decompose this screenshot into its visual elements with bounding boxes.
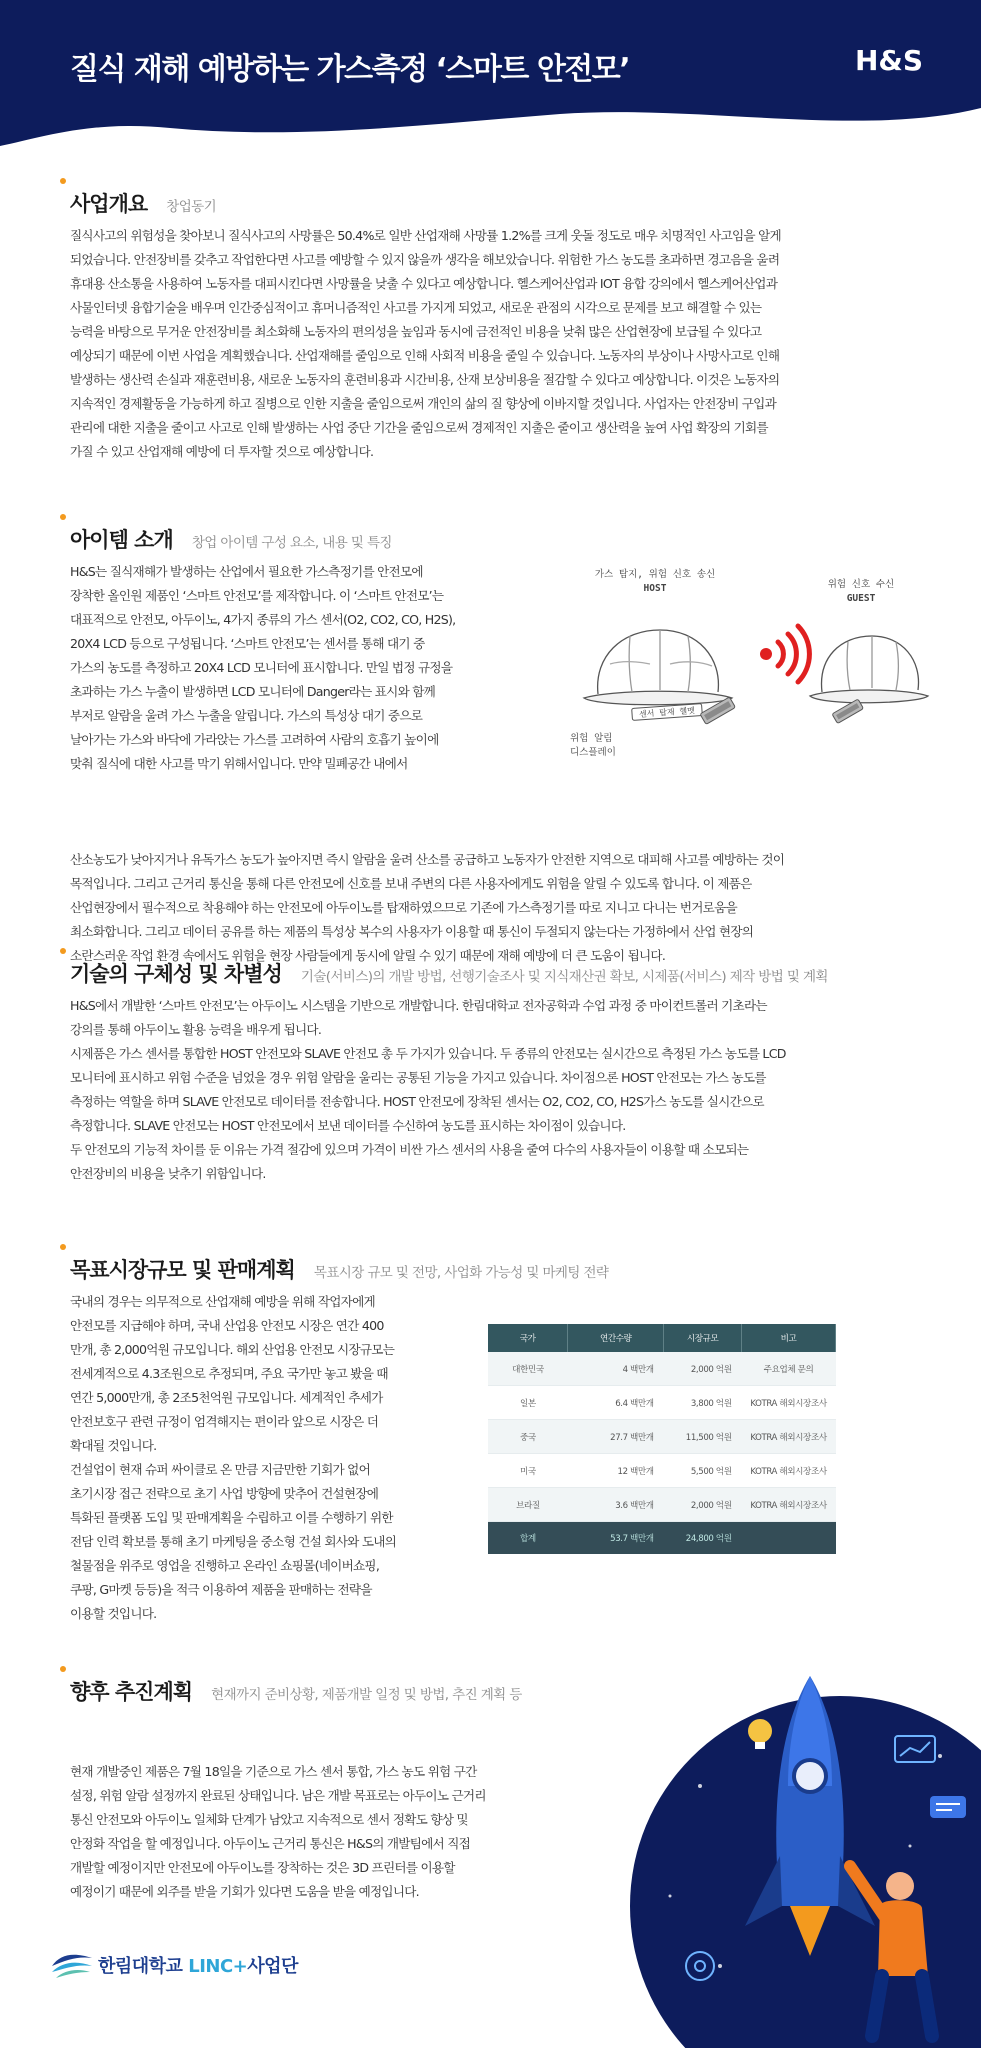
table-row <box>488 1420 836 1454</box>
rocket-illustration <box>610 1636 981 2048</box>
wave-logo-icon <box>50 1946 94 1984</box>
smart-helmet-diagram <box>570 564 930 764</box>
table-row <box>488 1454 836 1488</box>
section-body-part-1: H&S는 질식재해가 발생하는 산업에서 필요한 가스측정기를 안전모에 장착한 올인원 제품인 ‘스마트 안전모’를 제작합니다. 이 ‘스마트 안전모’는 대표적으로 안전모, 아두이노, 4가지 종류의 가스 센서(O2, CO2, CO, H2S), 20X4 LCD 등으로 구성됩니다. ‘스마트 안전모’는 센서를 통해 대기 중 가스의 농도를 측정하고 20X4 LCD 모니터에 표시합니다. 만일 법정 규정을 초과하는 가스 누출이 발생하면 LCD 모니터에 Danger라는 표시와 함께 부저로 알람을 울려 가스 누출을 알립니다. 가스의 특성상 대기 중으로 날아가는 가스와 바닥에 가라앉는 가스를 고려하여 사람의 호흡기 높이에 맞춰 질식에 대한 사고를 막기 위해서입니다. 만약 밀폐공간 내에서 <box>70 564 456 771</box>
bullet-dot-icon <box>60 1666 66 1672</box>
organization-name <box>98 1952 298 1978</box>
page-title: 질식 재해 예방하는 가스측정 ‘스마트 안전모’ <box>70 52 630 87</box>
column-header: 연간수량 <box>568 1324 664 1352</box>
section-heading <box>70 514 900 554</box>
section-item <box>70 514 900 963</box>
table-cell: 12 백만개 <box>568 1454 664 1488</box>
section-body: H&S에서 개발한 ‘스마트 안전모’는 아두이노 시스템을 기반으로 개발합니다. 한림대학교 전자공학과 수업 과정 중 마이컨트롤러 기초라는 강의를 통해 아두이노 활용 능력을 배우게 됩니다. 시제품은 가스 센서를 통합한 HOST 안전모와 SLAVE 안전모 총 두 가지가 있습니다. 두 종류의 안전모는 실시간으로 측정된 가스 농도를 LCD 모니터에 표시하고 위험 수준을 넘었을 경우 위험 알람을 울리는 공통된 기능을 가지고 있습니다. 차이점으론 HOST 안전모는 가스 농도를 측정하는 역할을 하며 SLAVE 안전모로 데이터를 전송합니다. HOST 안전모에 장착된 센서는 O2, CO2, CO, H2S가스 농도를 실시간으로 측정합니다. SLAVE 안전모는 HOST 안전모에서 보낸 데이터를 수신하여 농도를 표시하는 차이점이 있습니다. 두 안전모의 기능적 차이를 둔 이유는 가격 절감에 있으며 가격이 비싼 가스 센서의 사용을 줄여 다수의 사용자들이 이용할 때 소모되는 안전장비의 비용을 낮추기 위함입니다. <box>70 998 786 1181</box>
bullet-dot-icon <box>60 178 66 184</box>
table-cell: KOTRA 해외시장조사 <box>742 1386 836 1420</box>
section-subtitle: 기술(서비스)의 개발 방법, 선행기술조사 및 지식재산권 확보, 시제품(서비스) 제작 방법 및 계획 <box>300 969 828 985</box>
section-body: 현재 개발중인 제품은 7월 18일을 기준으로 가스 센서 통합, 가스 농도 위험 구간 설정, 위험 알람 설정까지 완료된 상태입니다. 남은 개발 목표로는 아두이노 근거리 통신 안전모와 아두이노 일체화 단계가 남았고 지속적으로 센서 정확도 향상 및 안정화 작업을 할 예정입니다. 아두이노 근거리 통신은 H&S의 개발팀에서 직접 개발할 예정이지만 안전모에 아두이노를 장착하는 것은 3D 프린터를 이용할 예정이기 때문에 외주를 받을 기회가 있다면 도움을 받을 예정입니다. <box>70 1764 486 1899</box>
guest-caption: 위험 신호 수신 <box>827 579 895 590</box>
alarm-display-caption: 위험 알림 디스플레이 <box>570 733 616 758</box>
bullet-dot-icon <box>60 1244 66 1250</box>
organization-logo <box>50 1946 350 1990</box>
table-row <box>488 1352 836 1386</box>
table-cell: 2,000 억원 <box>664 1488 742 1522</box>
table-header-row <box>488 1324 836 1352</box>
section-body: 국내의 경우는 의무적으로 산업재해 예방을 위해 작업자에게 안전모를 지급해야 하며, 국내 산업용 안전모 시장은 연간 400 만개, 총 2,000억원 규모입니다. 해외 산업용 안전모 시장규모는 전세계적으로 4.3조원으로 추정되며, 주요 국가만 놓고 봤을 때 연간 5,000만개, 총 2조5천억원 규모입니다. 세계적인 추세가 안전보호구 관련 규정이 엄격해지는 편이라 앞으로 시장은 더 확대될 것입니다. 건설업이 현재 슈퍼 싸이클로 온 만큼 지금만한 기회가 없어 초기시장 접근 전략으로 초기 사업 방향에 맞추어 건설현장에 특화된 플랫폼 도입 및 판매계획을 수립하고 이를 수행하기 위한 전담 인력 확보를 통해 초기 마케팅을 중소형 건설 회사와 도내의 철물점을 위주로 영업을 진행하고 온라인 쇼핑몰(네이버쇼핑, 쿠팡, G마켓 등등)을 적극 이용하여 제품을 판매하는 전략을 이용할 것입니다. <box>70 1294 397 1621</box>
section-subtitle: 목표시장 규모 및 전망, 사업화 가능성 및 마케팅 전략 <box>313 1265 609 1281</box>
table-cell: 53.7 백만개 <box>568 1522 664 1555</box>
guest-helmet-icon <box>810 636 928 703</box>
section-body-part-2: 산소농도가 낮아지거나 유독가스 농도가 높아지면 즉시 알람을 울려 산소를 공급하고 노동자가 안전한 지역으로 대피해 사고를 예방하는 것이 목적입니다. 그리고 근거리 통신을 통해 다른 안전모에 신호를 보내 주변의 다른 사용자에게도 위험을 알릴 수 있도록 합니다. 이 제품은 산업현장에서 필수적으로 착용해야 하는 안전모에 아두이노를 탑재하였으므로 기존에 가스측정기를 따로 지니고 다니는 번거로움을 최소화합니다. 그리고 데이터 공유를 하는 제품의 특성상 복수의 사용자가 이용할 때 통신이 두절되지 않는다는 가정하에서 산업 현장의 소란스러운 작업 환경 속에서도 위험을 현장 사람들에게 동시에 알릴 수 있기 때문에 재해 예방에 더 큰 도움이 됩니다. <box>70 852 785 963</box>
table-cell <box>742 1522 836 1555</box>
section-subtitle: 창업 아이템 구성 요소, 내용 및 특징 <box>191 535 392 551</box>
table-row <box>488 1386 836 1420</box>
page-header <box>0 0 981 150</box>
table-cell: 미국 <box>488 1454 568 1488</box>
section-title: 향후 추진계획 <box>70 1680 193 1704</box>
table-cell: KOTRA 해외시장조사 <box>742 1420 836 1454</box>
table-cell: 일본 <box>488 1386 568 1420</box>
table-cell: 2,000 억원 <box>664 1352 742 1386</box>
signal-wave-icon <box>760 626 809 682</box>
host-name: HOST <box>643 583 667 594</box>
table-cell: 대한민국 <box>488 1352 568 1386</box>
table-cell: 주요업체 문의 <box>742 1352 836 1386</box>
bullet-dot-icon <box>60 514 66 520</box>
section-subtitle: 현재까지 준비상황, 제품개발 일정 및 방법, 추진 계획 등 <box>211 1687 522 1703</box>
market-size-table <box>488 1324 836 1554</box>
section-overview <box>70 178 900 464</box>
table-cell: 브라질 <box>488 1488 568 1522</box>
table-cell: 5,500 억원 <box>664 1454 742 1488</box>
table-cell: 27.7 백만개 <box>568 1420 664 1454</box>
section-subtitle: 창업동기 <box>166 199 217 215</box>
section-heading <box>70 1244 900 1284</box>
table-cell: 3.6 백만개 <box>568 1488 664 1522</box>
section-market <box>70 1244 900 1634</box>
table-cell: KOTRA 해외시장조사 <box>742 1454 836 1488</box>
section-title: 목표시장규모 및 판매계획 <box>70 1258 295 1282</box>
table-cell: KOTRA 해외시장조사 <box>742 1488 836 1522</box>
table-cell: 4 백만개 <box>568 1352 664 1386</box>
table-cell: 6.4 백만개 <box>568 1386 664 1420</box>
chat-bubble-icon <box>930 1796 966 1818</box>
section-title: 기술의 구체성 및 차별성 <box>70 962 282 986</box>
section-title: 아이템 소개 <box>70 528 173 552</box>
host-caption: 가스 탐지, 위험 신호 송신 <box>594 569 716 580</box>
section-body: 질식사고의 위험성을 찾아보니 질식사고의 사망률은 50.4%로 일반 산업재해 사망률 1.2%를 크게 웃돌 정도로 매우 치명적인 사고임을 알게 되었습니다. 안전장비를 갖추고 작업한다면 사고를 예방할 수 있지 않을까 생각을 해보았습니다. 위험한 가스 농도를 초과하면 경고음을 울려 휴대용 산소통을 사용하여 노동자를 대피시킨다면 사망률을 낮출 수 있다고 예상합니다. 헬스케어산업과 IOT 융합 강의에서 헬스케어산업과 사물인터넷 융합기술을 배우며 인간중심적이고 휴머니즘적인 사고를 가지게 되었고, 새로운 관점의 시각으로 문제를 보고 해결할 수 있는 능력을 바탕으로 무거운 안전장비를 최소화해 노동자의 편의성을 높임과 동시에 금전적인 비용을 낮춰 많은 산업현장에 보급될 수 있다고 예상되기 때문에 이번 사업을 계획했습니다. 산업재해를 줄임으로 인해 사회적 비용을 줄일 수 있습니다. 노동자의 부상이나 사망사고로 인해 발생하는 생산력 손실과 재훈련비용, 새로운 노동자의 훈련비용과 시간비용, 산재 보상비용을 절감할 수 있다고 예상합니다. 이것은 노동자의 지속적인 경제활동을 가능하게 하고 질병으로 인한 지출을 줄임으로써 개인의 삶의 질 향상에 이바지할 것입니다. 사업자는 안전장비 구입과 관리에 대한 지출을 줄이고 사고로 인해 발생하는 사업 중단 기간을 줄임으로써 경제적인 지출은 줄이고 생산력을 높여 사업 확장의 기회를 가질 수 있고 산업재해 예방에 더 투자할 것으로 예상합니다. <box>70 228 781 459</box>
host-helmet-icon <box>584 630 732 705</box>
column-header: 시장규모 <box>664 1324 742 1352</box>
table-cell: 24,800 억원 <box>664 1522 742 1555</box>
table-cell: 11,500 억원 <box>664 1420 742 1454</box>
table-cell: 합계 <box>488 1522 568 1555</box>
section-heading <box>70 178 900 218</box>
section-heading <box>70 948 900 988</box>
brand-name: H&S <box>854 44 923 77</box>
bullet-dot-icon <box>60 948 66 954</box>
guest-name: GUEST <box>846 593 876 604</box>
section-title: 사업개요 <box>70 192 148 216</box>
column-header: 비고 <box>742 1324 836 1352</box>
org-name-linc: LINC+ <box>188 1956 248 1977</box>
org-name-tail: 사업단 <box>247 1956 298 1977</box>
org-name-main: 한림대학교 <box>98 1956 183 1977</box>
table-total-row <box>488 1522 836 1555</box>
section-tech <box>70 948 900 1186</box>
table-cell: 3,800 억원 <box>664 1386 742 1420</box>
table-row <box>488 1488 836 1522</box>
sensor-helmet-caption: 센서 탑재 헬멧 <box>638 706 696 719</box>
table-cell: 중국 <box>488 1420 568 1454</box>
column-header: 국가 <box>488 1324 568 1352</box>
